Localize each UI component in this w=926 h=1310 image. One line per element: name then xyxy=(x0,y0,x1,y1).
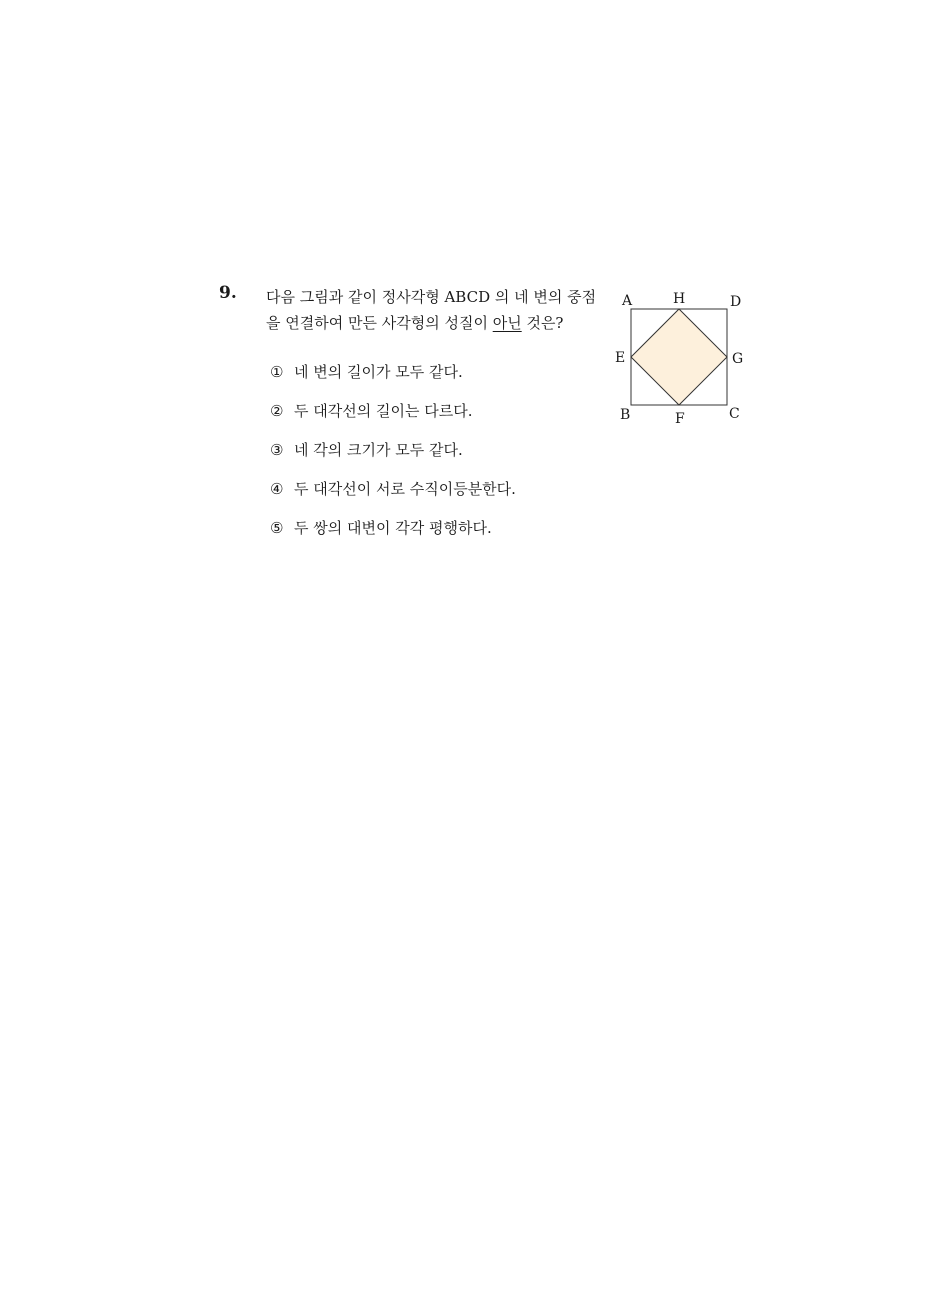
choice-text: 두 대각선이 서로 수직이등분한다. xyxy=(294,480,516,498)
choice-number: ④ xyxy=(270,480,284,498)
choice-number: ⑤ xyxy=(270,519,284,537)
problem-number: 9. xyxy=(219,283,237,303)
point-c-label: C xyxy=(729,406,740,422)
choice-text: 네 변의 길이가 모두 같다. xyxy=(294,363,463,381)
question-line-2-start: 을 연결하여 만든 사각형의 성질이 xyxy=(266,314,493,332)
choice-5[interactable] xyxy=(270,518,516,557)
emphasized-word: 아닌 xyxy=(492,314,522,332)
choice-text: 두 쌍의 대변이 각각 평행하다. xyxy=(294,519,492,537)
choice-3[interactable] xyxy=(270,440,516,479)
question-text xyxy=(266,284,606,336)
point-e-label: E xyxy=(615,350,626,366)
inner-square-efgh xyxy=(631,309,727,405)
choice-number: ③ xyxy=(270,441,284,459)
question-line-2 xyxy=(266,310,606,336)
choice-number: ② xyxy=(270,402,284,420)
question-line-2-end: 것은? xyxy=(521,314,564,332)
point-d-label: D xyxy=(730,294,742,310)
choice-list xyxy=(270,362,516,557)
choice-4[interactable] xyxy=(270,479,516,518)
point-h-label: H xyxy=(673,291,686,307)
square-diagram xyxy=(606,286,756,432)
point-a-label: A xyxy=(622,293,633,309)
question-line-1: 다음 그림과 같이 정사각형 ABCD 의 네 변의 중점 xyxy=(266,288,597,306)
point-g-label: G xyxy=(732,351,744,367)
choice-text: 두 대각선의 길이는 다르다. xyxy=(294,402,473,420)
choice-text: 네 각의 크기가 모두 같다. xyxy=(294,441,463,459)
point-f-label: F xyxy=(675,411,685,427)
choice-2[interactable] xyxy=(270,401,516,440)
choice-1[interactable] xyxy=(270,362,516,401)
choice-number: ① xyxy=(270,363,284,381)
square-figure xyxy=(606,286,756,432)
point-b-label: B xyxy=(620,407,631,423)
